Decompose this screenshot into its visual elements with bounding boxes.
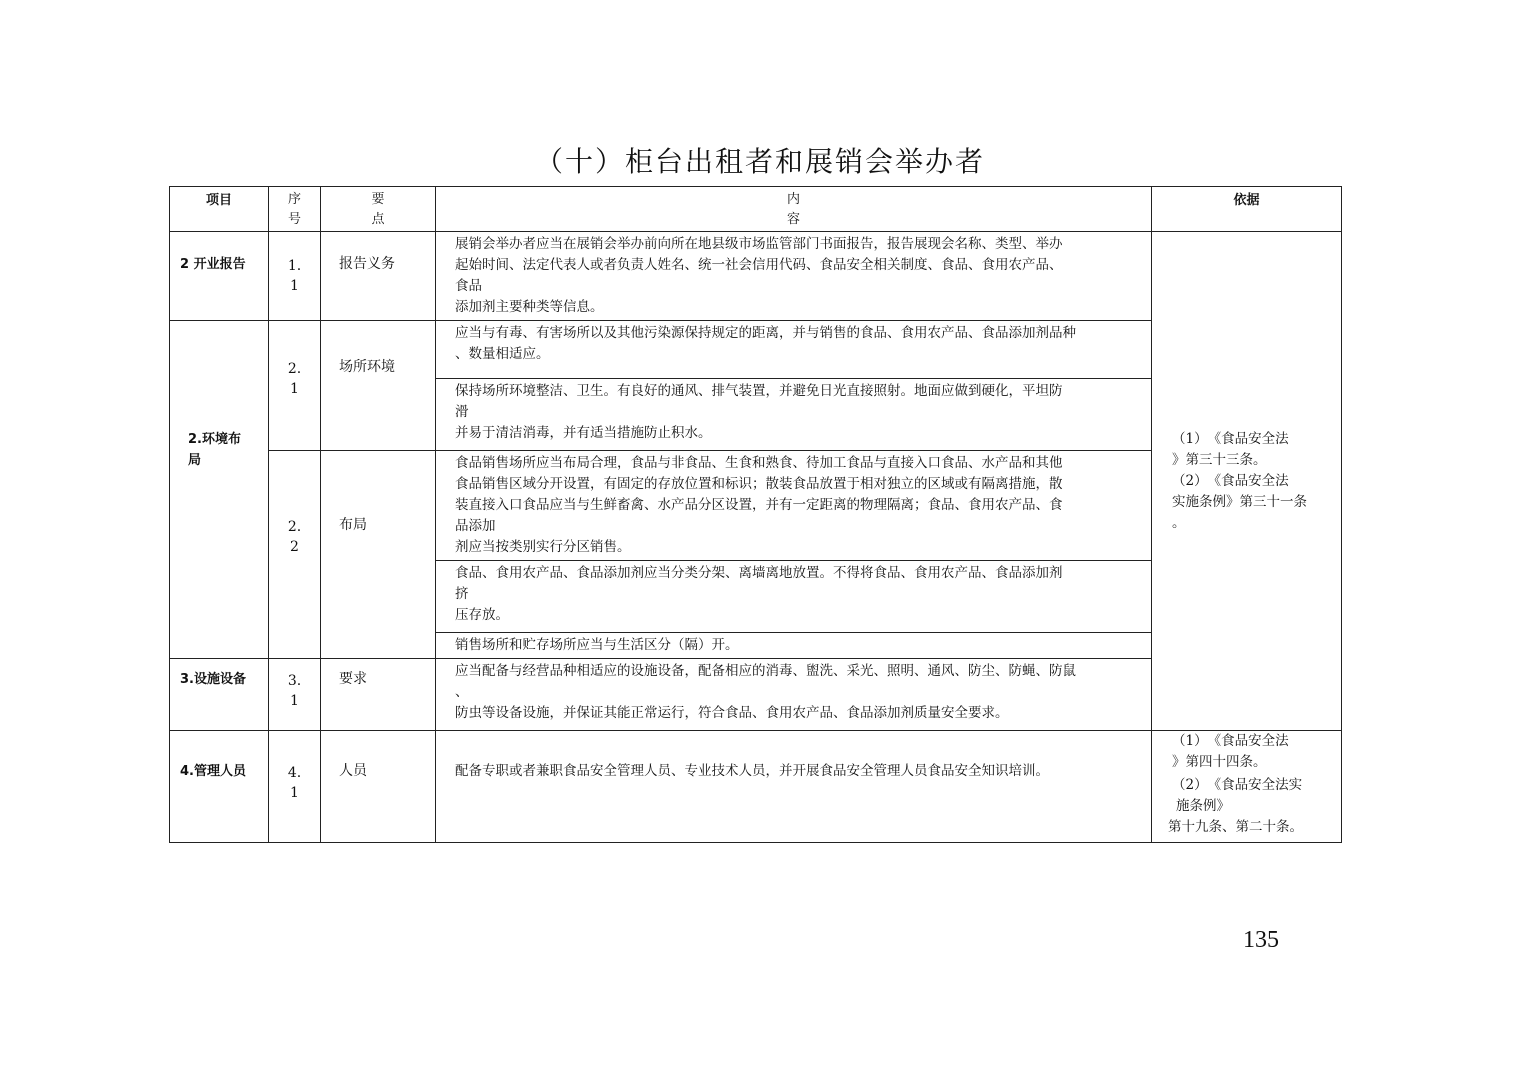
table-row [170,232,1342,321]
basis-cell: （1） 《食品安全法 》第四十四条。 （2） 《食品安全法实 施条例》 第十九条、第二十条。 [1152,731,1342,843]
seq-cell: 2. 1 [269,321,321,451]
project-cell: 4.管理人员 [170,731,269,843]
header-point: 要 点 [321,187,436,232]
header-row [170,187,1342,232]
page-number: 135 [1243,927,1279,953]
content-cell: 保持场所环境整洁、卫生。有良好的通风、排气装置，并避免日光直接照射。地面应做到硬化，平坦防 滑 并易于清洁消毒，并有适当措施防止积水。 [436,379,1152,451]
header-basis: 依据 [1152,187,1342,232]
point-cell: 场所环境 [321,321,436,451]
seq-cell: 2. 2 [269,451,321,659]
content-cell: 食品、食用农产品、食品添加剂应当分类分架、离墙离地放置。不得将食品、食用农产品、食品添加剂 挤 压存放。 [436,561,1152,633]
content-cell: 应当与有毒、有害场所以及其他污染源保持规定的距离，并与销售的食品、食用农产品、食品添加剂品种 、数量相适应。 [436,321,1152,379]
regulation-table [169,186,1342,843]
content-cell: 应当配备与经营品种相适应的设施设备，配备相应的消毒、盥洗、采光、照明、通风、防尘、防蝇、防鼠 、 防虫等设备设施，并保证其能正常运行，符合食品、食用农产品、食品添加剂质量安全要求。 [436,659,1152,731]
content-cell: 展销会举办者应当在展销会举办前向所在地县级市场监管部门书面报告，报告展现会名称、类型、举办 起始时间、法定代表人或者负责人姓名、统一社会信用代码、食品安全相关制度、食品、食用农产品、 食品 添加剂主要种类等信息。 [436,232,1152,321]
point-cell: 要求 [321,659,436,731]
content-cell: 销售场所和贮存场所应当与生活区分（隔）开。 [436,633,1152,659]
content-cell: 配备专职或者兼职食品安全管理人员、专业技术人员，并开展食品安全管理人员食品安全知识培训。 [436,731,1152,843]
project-cell: 2.环境布 局 [170,321,269,659]
content-cell: 食品销售场所应当布局合理，食品与非食品、生食和熟食、待加工食品与直接入口食品、水产品和其他 食品销售区域分开设置，有固定的存放位置和标识；散装食品放置于相对独立的区域或有隔离措施，散 装直接入口食品应当与生鲜畜禽、水产品分区设置，并有一定距离的物理隔离；食品、食用农产品、食 品添加 剂应当按类别实行分区销售。 [436,451,1152,561]
table-row [170,731,1342,843]
point-cell: 布局 [321,451,436,659]
project-cell: 2 开业报告 [170,232,269,321]
project-cell: 3.设施设备 [170,659,269,731]
header-project: 项目 [170,187,269,232]
point-cell: 人员 [321,731,436,843]
header-seq: 序 号 [269,187,321,232]
point-cell: 报告义务 [321,232,436,321]
seq-cell: 1. 1 [269,232,321,321]
seq-cell: 3. 1 [269,659,321,731]
page-title: （十）柜台出租者和展销会举办者 [534,145,985,178]
header-content: 内 容 [436,187,1152,232]
seq-cell: 4. 1 [269,731,321,843]
basis-cell: （1） 《食品安全法 》第三十三条。 （2） 《食品安全法 实施条例》第三十一条 。 [1152,232,1342,731]
